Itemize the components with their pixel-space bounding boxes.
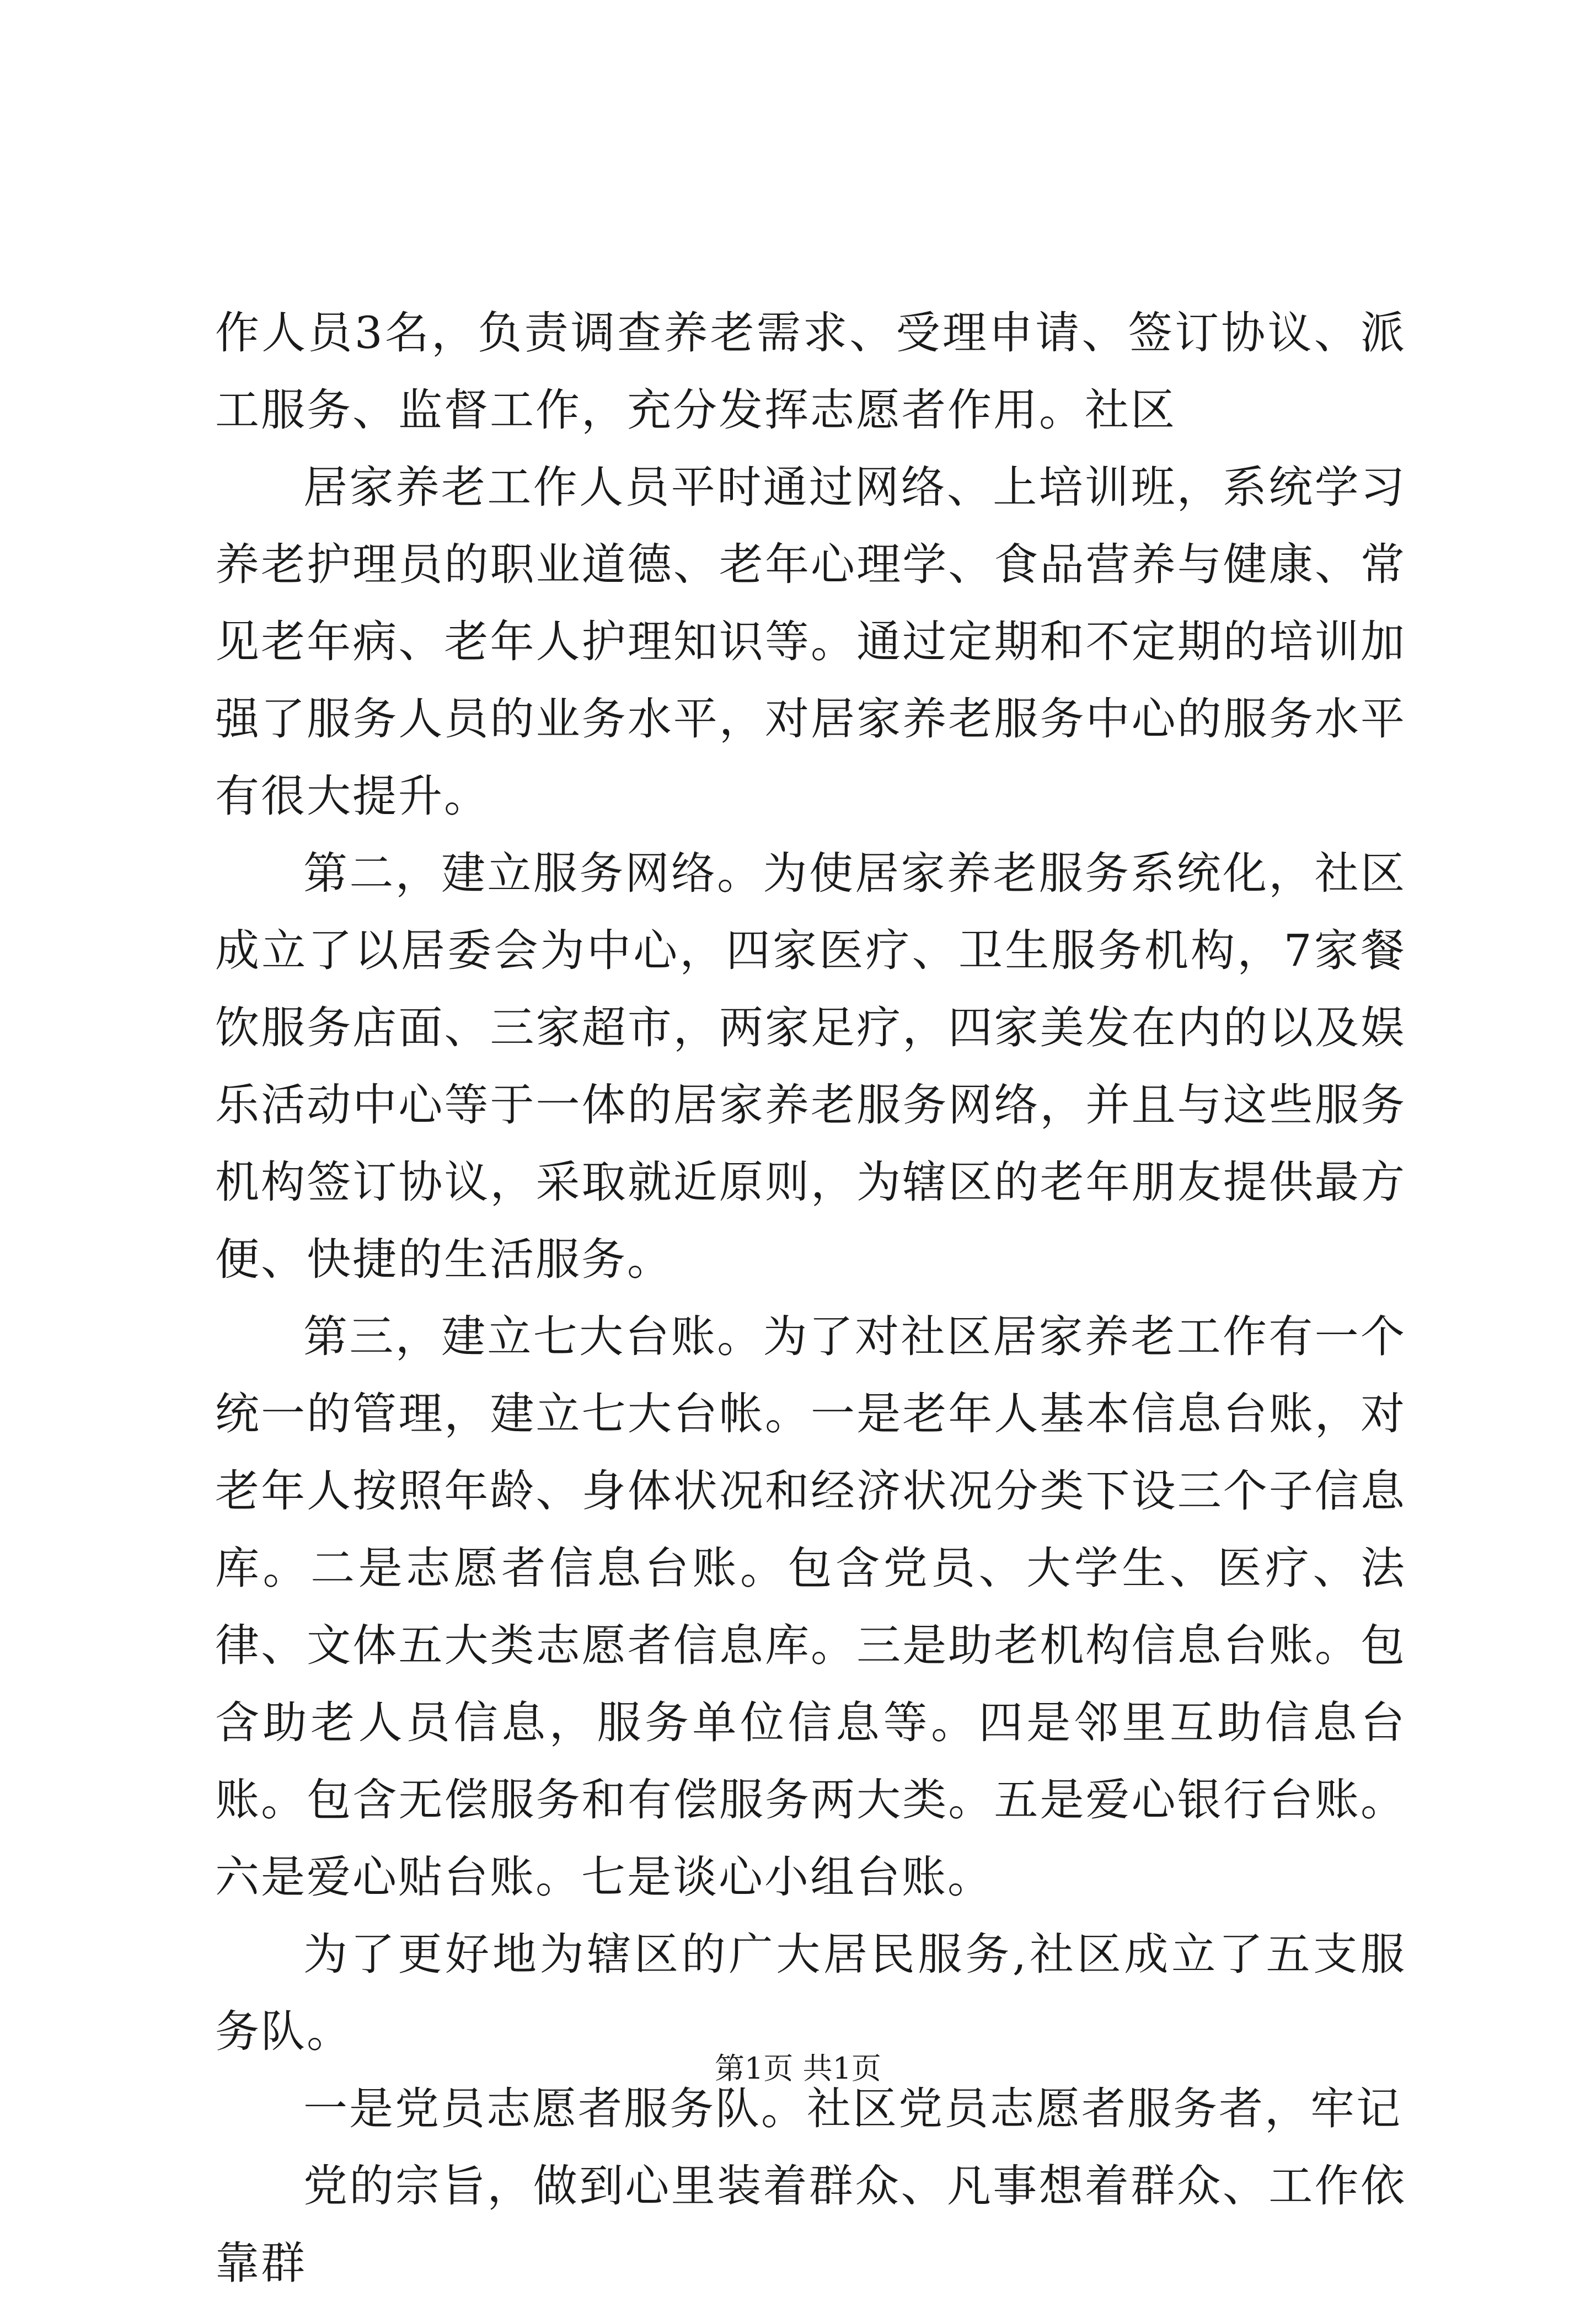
- paragraph-seven-ledgers: 第三，建立七大台账。为了对社区居家养老工作有一个统一的管理，建立七大台帐。一是老年人基本信息台账，对老年人按照年龄、身体状况和经济状况分类下设三个子信息库。二是志愿者信息台账。包含党员、大学生、医疗、法律、文体五大类志愿者信息库。三是助老机构信息台账。包含助老人员信息，服务单位信息等。四是邻里互助信息台账。包含无偿服务和有偿服务两大类。五是爱心银行台账。六是爱心贴台账。七是谈心小组台账。: [215, 1311, 1406, 1903]
- paragraph-party-volunteers: 一是党员志愿者服务队。社区党员志愿者服务者，牢记: [303, 2083, 1402, 2134]
- paragraph-training: 居家养老工作人员平时通过网络、上培训班，系统学习养老护理员的职业道德、老年心理学、食品营养与健康、常见老年病、老年人护理知识等。通过定期和不定期的培训加强了服务人员的业务水平，对居家养老服务中心的服务水平有很大提升。: [215, 462, 1406, 822]
- paragraph-service-network: 第二，建立服务网络。为使居家养老服务系统化，社区成立了以居委会为中心，四家医疗、卫生服务机构，7家餐饮服务店面、三家超市，两家足疗，四家美发在内的以及娱乐活动中心等于一体的居家养老服务网络，并且与这些服务机构签订协议，采取就近原则，为辖区的老年朋友提供最方便、快捷的生活服务。: [215, 848, 1406, 1285]
- document-body: [215, 295, 1406, 2302]
- page-footer: 第1页 共1页: [715, 2051, 881, 2086]
- paragraph-continued: 作人员3名，负责调查养老需求、受理申请、签订协议、派工服务、监督工作，充分发挥志愿者作用。社区: [215, 307, 1406, 436]
- paragraph-party-purpose: 党的宗旨，做到心里装着群众、凡事想着群众、工作依靠群: [215, 2160, 1406, 2289]
- paragraph-five-teams: 为了更好地为辖区的广大居民服务,社区成立了五支服务队。: [215, 1929, 1406, 2057]
